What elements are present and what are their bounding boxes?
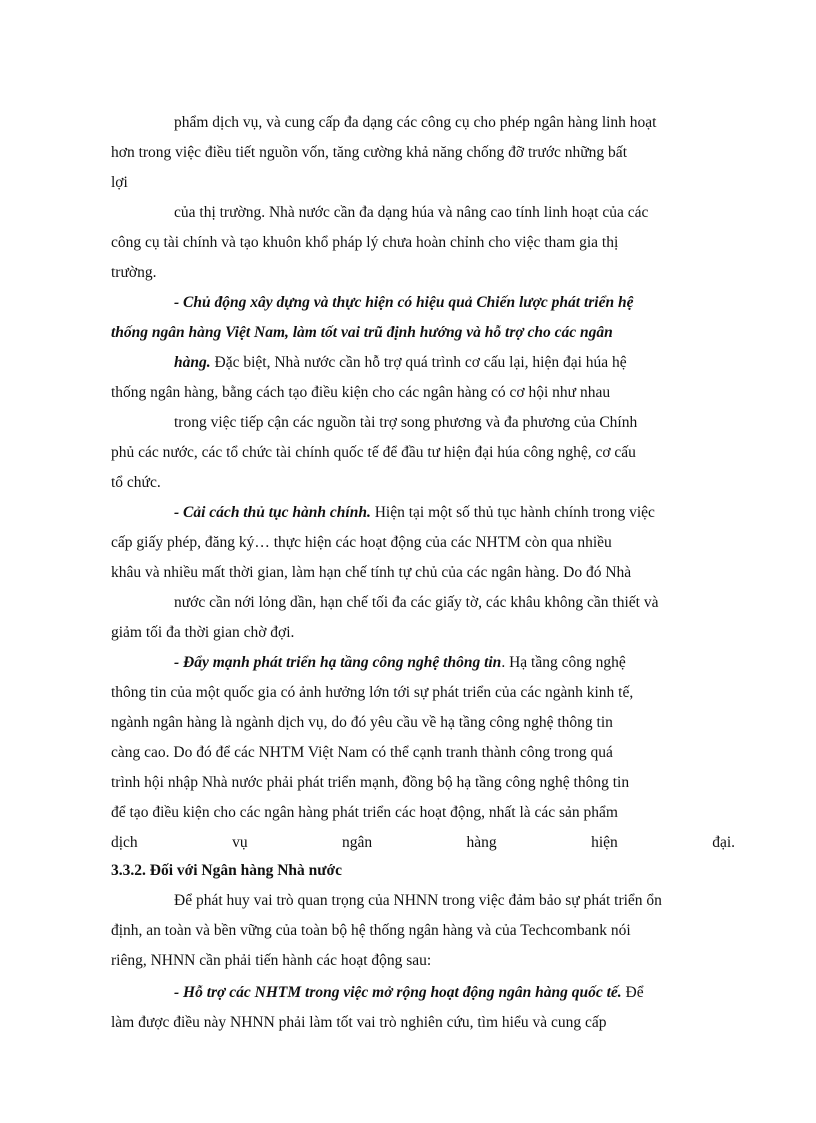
text-line: trường. bbox=[111, 264, 157, 281]
text-line bbox=[174, 983, 644, 1003]
text-line: phẩm dịch vụ, và cung cấp đa dạng các công cụ cho phép ngân hàng linh hoạt bbox=[174, 114, 657, 131]
text-span: Để bbox=[621, 984, 644, 1001]
bold-italic-heading: - Chủ động xây dựng và thực hiện có hiệu quả Chiến lược phát triển hệ bbox=[174, 294, 634, 311]
bold-italic-heading: - Hỗ trợ các NHTM trong việc mở rộng hoạt động ngân hàng quốc tế. bbox=[174, 984, 622, 1001]
text-span: Đặc biệt, Nhà nước cần hỗ trợ quá trình cơ cấu lại, hiện đại húa hệ bbox=[210, 354, 627, 371]
word: vụ bbox=[232, 834, 248, 851]
text-line: lợi bbox=[111, 174, 128, 191]
text-line: thông tin của một quốc gia có ảnh hưởng lớn tới sự phát triển của các ngành kinh tế, bbox=[111, 684, 634, 701]
text-line: cấp giấy phép, đăng ký… thực hiện các hoạt động của các NHTM còn qua nhiều bbox=[111, 534, 612, 551]
text-line bbox=[174, 353, 627, 373]
text-line: tổ chức. bbox=[111, 474, 161, 491]
text-line: riêng, NHNN cần phải tiến hành các hoạt động sau: bbox=[111, 952, 432, 969]
text-span: Hiện tại một số thủ tục hành chính trong việc bbox=[370, 504, 655, 521]
text-line: giảm tối đa thời gian chờ đợi. bbox=[111, 624, 295, 641]
bold-italic-heading: - Cải cách thủ tục hành chính. bbox=[174, 504, 371, 521]
bold-italic-heading: thống ngân hàng Việt Nam, làm tốt vai trũ định hướng và hỗ trợ cho các ngân bbox=[111, 324, 613, 341]
text-line bbox=[174, 503, 655, 523]
text-span: . Hạ tầng công nghệ bbox=[501, 654, 626, 671]
justified-line bbox=[111, 833, 735, 853]
text-line: của thị trường. Nhà nước cần đa dạng húa và nâng cao tính linh hoạt của các bbox=[174, 204, 649, 221]
text-line: Để phát huy vai trò quan trọng của NHNN trong việc đảm bảo sự phát triển ổn bbox=[174, 892, 662, 909]
word: dịch bbox=[111, 834, 138, 851]
text-line: khâu và nhiều mất thời gian, làm hạn chế tính tự chủ của các ngân hàng. Do đó Nhà bbox=[111, 564, 632, 581]
word: hiện bbox=[591, 834, 618, 851]
bold-italic-heading: hàng. bbox=[174, 354, 211, 371]
text-line: nước cần nới lỏng dần, hạn chế tối đa các giấy tờ, các khâu không cần thiết và bbox=[174, 594, 659, 611]
section-heading: 3.3.2. Đối với Ngân hàng Nhà nước bbox=[111, 862, 343, 879]
text-line: làm được điều này NHNN phải làm tốt vai trò nghiên cứu, tìm hiểu và cung cấp bbox=[111, 1014, 607, 1031]
word: hàng bbox=[466, 834, 497, 851]
text-line: phủ các nước, các tổ chức tài chính quốc tế để đầu tư hiện đại húa công nghệ, cơ cấu bbox=[111, 444, 636, 461]
text-line: hơn trong việc điều tiết nguồn vốn, tăng cường khả năng chống đỡ trước những bất bbox=[111, 144, 627, 161]
text-line: để tạo điều kiện cho các ngân hàng phát triển các hoạt động, nhất là các sản phẩm bbox=[111, 804, 618, 821]
text-line: định, an toàn và bền vững của toàn bộ hệ thống ngân hàng và của Techcombank nói bbox=[111, 922, 631, 939]
text-line: thống ngân hàng, bằng cách tạo điều kiện cho các ngân hàng có cơ hội như nhau bbox=[111, 384, 611, 401]
text-line: trong việc tiếp cận các nguồn tài trợ song phương và đa phương của Chính bbox=[174, 414, 638, 431]
text-line: càng cao. Do đó để các NHTM Việt Nam có thể cạnh tranh thành công trong quá bbox=[111, 744, 613, 761]
word: ngân bbox=[342, 834, 373, 851]
word: đại. bbox=[712, 834, 735, 851]
text-line: trình hội nhập Nhà nước phải phát triển mạnh, đồng bộ hạ tầng công nghệ thông tin bbox=[111, 774, 630, 791]
bold-italic-heading: - Đẩy mạnh phát triển hạ tầng công nghệ thông tin bbox=[174, 654, 502, 671]
text-line bbox=[174, 653, 626, 673]
text-line: ngành ngân hàng là ngành dịch vụ, do đó yêu cầu về hạ tầng công nghệ thông tin bbox=[111, 714, 613, 731]
text-line: công cụ tài chính và tạo khuôn khổ pháp lý chưa hoàn chỉnh cho việc tham gia thị bbox=[111, 234, 619, 251]
